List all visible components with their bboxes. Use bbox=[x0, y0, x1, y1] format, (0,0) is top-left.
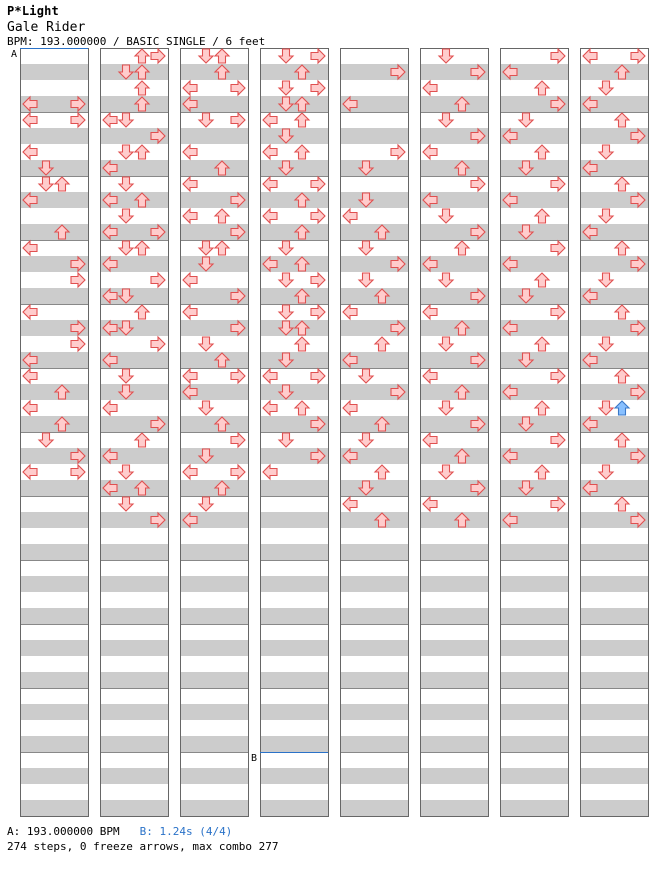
stripe bbox=[20, 704, 88, 720]
left-arrow bbox=[423, 81, 437, 95]
right-arrow bbox=[311, 305, 325, 319]
down-arrow bbox=[599, 273, 613, 287]
left-arrow bbox=[23, 401, 37, 415]
marker-b-label: B bbox=[251, 753, 258, 764]
up-arrow bbox=[535, 273, 549, 287]
stripe bbox=[340, 416, 408, 432]
left-arrow bbox=[263, 145, 277, 159]
stripe bbox=[420, 672, 488, 688]
stripe bbox=[260, 128, 328, 144]
up-arrow bbox=[535, 401, 549, 415]
up-arrow bbox=[135, 433, 149, 447]
stripe bbox=[260, 544, 328, 560]
stripe bbox=[500, 672, 568, 688]
stripe bbox=[580, 736, 648, 752]
stripe bbox=[100, 640, 168, 656]
stripe bbox=[580, 768, 648, 784]
right-arrow bbox=[231, 465, 245, 479]
stripe bbox=[580, 544, 648, 560]
stripe bbox=[420, 96, 488, 112]
down-arrow bbox=[39, 433, 53, 447]
left-arrow bbox=[183, 145, 197, 159]
stripe bbox=[20, 512, 88, 528]
stripe bbox=[20, 128, 88, 144]
stripe bbox=[340, 736, 408, 752]
stripe bbox=[340, 224, 408, 240]
stripe bbox=[100, 800, 168, 816]
down-arrow bbox=[119, 241, 133, 255]
down-arrow bbox=[279, 49, 293, 63]
down-arrow bbox=[39, 177, 53, 191]
stripe bbox=[500, 416, 568, 432]
stripe bbox=[420, 800, 488, 816]
left-arrow bbox=[23, 369, 37, 383]
stripe bbox=[420, 320, 488, 336]
left-arrow bbox=[343, 497, 357, 511]
down-arrow bbox=[599, 145, 613, 159]
stripe bbox=[580, 608, 648, 624]
stripe bbox=[100, 672, 168, 688]
down-arrow bbox=[439, 209, 453, 223]
up-arrow bbox=[615, 497, 629, 511]
stop-legend: B: 1.24s (4/4) bbox=[139, 825, 233, 838]
down-arrow bbox=[119, 497, 133, 511]
stripe bbox=[260, 96, 328, 112]
stripe bbox=[260, 704, 328, 720]
up-arrow bbox=[535, 337, 549, 351]
down-arrow bbox=[439, 49, 453, 63]
left-arrow bbox=[423, 433, 437, 447]
left-arrow bbox=[183, 209, 197, 223]
stripe bbox=[420, 448, 488, 464]
down-arrow bbox=[279, 81, 293, 95]
stripe bbox=[420, 384, 488, 400]
stripe bbox=[180, 544, 248, 560]
stripe bbox=[340, 544, 408, 560]
up-arrow bbox=[615, 433, 629, 447]
stripe bbox=[260, 480, 328, 496]
stripe bbox=[260, 320, 328, 336]
stripe bbox=[260, 800, 328, 816]
down-arrow bbox=[359, 369, 373, 383]
stripe bbox=[580, 640, 648, 656]
left-arrow bbox=[103, 113, 117, 127]
down-arrow bbox=[599, 81, 613, 95]
left-arrow bbox=[583, 49, 597, 63]
stripe bbox=[20, 672, 88, 688]
right-arrow bbox=[551, 177, 565, 191]
stripe bbox=[180, 768, 248, 784]
stripe bbox=[340, 160, 408, 176]
up-arrow bbox=[215, 241, 229, 255]
stripe bbox=[420, 640, 488, 656]
stripe bbox=[580, 704, 648, 720]
up-arrow bbox=[55, 177, 69, 191]
stripe bbox=[180, 128, 248, 144]
stripe bbox=[20, 544, 88, 560]
down-arrow bbox=[439, 465, 453, 479]
down-arrow bbox=[279, 305, 293, 319]
stripe bbox=[500, 608, 568, 624]
up-arrow bbox=[135, 241, 149, 255]
down-arrow bbox=[439, 401, 453, 415]
stripe bbox=[260, 192, 328, 208]
stripe bbox=[580, 64, 648, 80]
left-arrow bbox=[343, 209, 357, 223]
right-arrow bbox=[471, 177, 485, 191]
stripe bbox=[180, 416, 248, 432]
up-arrow bbox=[615, 113, 629, 127]
up-arrow bbox=[135, 305, 149, 319]
right-arrow bbox=[311, 81, 325, 95]
down-arrow bbox=[359, 241, 373, 255]
left-arrow bbox=[23, 145, 37, 159]
stripe bbox=[420, 736, 488, 752]
stripe bbox=[260, 160, 328, 176]
up-arrow bbox=[295, 337, 309, 351]
up-arrow bbox=[615, 241, 629, 255]
stripe bbox=[20, 416, 88, 432]
stripe bbox=[420, 608, 488, 624]
stripe bbox=[260, 672, 328, 688]
stripe bbox=[180, 640, 248, 656]
down-arrow bbox=[119, 113, 133, 127]
chart-info: BPM: 193.000000 / BASIC SINGLE / 6 feet bbox=[7, 35, 266, 48]
stripe bbox=[260, 608, 328, 624]
stripe bbox=[20, 640, 88, 656]
stripe bbox=[180, 256, 248, 272]
stripe bbox=[180, 800, 248, 816]
song-title: Gale Rider bbox=[7, 20, 86, 35]
right-arrow bbox=[311, 49, 325, 63]
down-arrow bbox=[119, 177, 133, 191]
stripe bbox=[100, 96, 168, 112]
stripe bbox=[260, 288, 328, 304]
stripe bbox=[20, 64, 88, 80]
down-arrow bbox=[119, 145, 133, 159]
stripe bbox=[340, 480, 408, 496]
stripe bbox=[100, 544, 168, 560]
right-arrow bbox=[151, 49, 165, 63]
stripe bbox=[420, 544, 488, 560]
stripe bbox=[100, 384, 168, 400]
stripe bbox=[580, 800, 648, 816]
stripe bbox=[260, 352, 328, 368]
down-arrow bbox=[199, 241, 213, 255]
stripe bbox=[500, 288, 568, 304]
left-arrow bbox=[183, 465, 197, 479]
down-arrow bbox=[119, 369, 133, 383]
stripe bbox=[180, 576, 248, 592]
up-arrow bbox=[615, 177, 629, 191]
up-arrow bbox=[295, 145, 309, 159]
stripe bbox=[260, 768, 328, 784]
up-arrow bbox=[615, 369, 629, 383]
up-arrow bbox=[295, 113, 309, 127]
stripe bbox=[500, 800, 568, 816]
stripe bbox=[260, 224, 328, 240]
stripe bbox=[180, 736, 248, 752]
stripe bbox=[340, 800, 408, 816]
stripe bbox=[340, 608, 408, 624]
stripe bbox=[180, 64, 248, 80]
down-arrow bbox=[279, 241, 293, 255]
marker-a-label: A bbox=[11, 49, 18, 60]
up-arrow bbox=[535, 81, 549, 95]
left-arrow bbox=[343, 401, 357, 415]
up-arrow bbox=[375, 337, 389, 351]
down-arrow bbox=[439, 337, 453, 351]
left-arrow bbox=[263, 465, 277, 479]
left-arrow bbox=[343, 305, 357, 319]
artist-name: P*Light bbox=[7, 4, 59, 18]
down-arrow bbox=[359, 433, 373, 447]
stripe bbox=[340, 768, 408, 784]
stripe bbox=[340, 512, 408, 528]
stripe bbox=[420, 704, 488, 720]
down-arrow bbox=[119, 465, 133, 479]
left-arrow bbox=[183, 305, 197, 319]
stripe bbox=[100, 576, 168, 592]
stripe bbox=[340, 704, 408, 720]
stripe bbox=[340, 288, 408, 304]
down-arrow bbox=[199, 337, 213, 351]
left-arrow bbox=[23, 241, 37, 255]
stripe bbox=[20, 736, 88, 752]
right-arrow bbox=[551, 241, 565, 255]
stripe bbox=[20, 288, 88, 304]
right-arrow bbox=[311, 273, 325, 287]
down-arrow bbox=[199, 49, 213, 63]
up-arrow bbox=[615, 305, 629, 319]
stripe bbox=[260, 640, 328, 656]
stripe bbox=[340, 672, 408, 688]
up-arrow bbox=[135, 49, 149, 63]
footer-legend bbox=[7, 825, 232, 838]
left-arrow bbox=[23, 465, 37, 479]
stripe bbox=[420, 160, 488, 176]
down-arrow bbox=[599, 401, 613, 415]
down-arrow bbox=[439, 113, 453, 127]
left-arrow bbox=[263, 369, 277, 383]
left-arrow bbox=[23, 113, 37, 127]
down-arrow bbox=[599, 465, 613, 479]
stripe bbox=[180, 704, 248, 720]
bpm-legend: A: 193.000000 BPM bbox=[7, 825, 120, 838]
stripe bbox=[500, 640, 568, 656]
stripe bbox=[340, 128, 408, 144]
down-arrow bbox=[119, 209, 133, 223]
right-arrow bbox=[311, 177, 325, 191]
stripe bbox=[180, 352, 248, 368]
right-arrow bbox=[71, 465, 85, 479]
stripe bbox=[260, 576, 328, 592]
stripe bbox=[100, 768, 168, 784]
down-arrow bbox=[519, 113, 533, 127]
stripe bbox=[20, 800, 88, 816]
stripe bbox=[180, 160, 248, 176]
up-arrow bbox=[295, 401, 309, 415]
up-arrow bbox=[135, 145, 149, 159]
stripe bbox=[260, 512, 328, 528]
up-arrow bbox=[535, 465, 549, 479]
right-arrow bbox=[551, 433, 565, 447]
stripe bbox=[180, 448, 248, 464]
right-arrow bbox=[551, 49, 565, 63]
stripe bbox=[100, 704, 168, 720]
down-arrow bbox=[199, 401, 213, 415]
up-arrow bbox=[215, 49, 229, 63]
stripe bbox=[500, 480, 568, 496]
stripe bbox=[20, 608, 88, 624]
stripe bbox=[340, 192, 408, 208]
left-arrow bbox=[183, 177, 197, 191]
right-arrow bbox=[551, 369, 565, 383]
up-arrow bbox=[535, 145, 549, 159]
stripe bbox=[100, 608, 168, 624]
stripe bbox=[260, 736, 328, 752]
stripe bbox=[500, 352, 568, 368]
right-arrow bbox=[71, 337, 85, 351]
left-arrow bbox=[263, 401, 277, 415]
left-arrow bbox=[423, 145, 437, 159]
left-arrow bbox=[423, 305, 437, 319]
down-arrow bbox=[199, 113, 213, 127]
stripe bbox=[260, 64, 328, 80]
down-arrow bbox=[359, 273, 373, 287]
up-arrow bbox=[215, 209, 229, 223]
right-arrow bbox=[631, 49, 645, 63]
right-arrow bbox=[551, 497, 565, 511]
right-arrow bbox=[231, 433, 245, 447]
down-arrow bbox=[439, 273, 453, 287]
left-arrow bbox=[263, 177, 277, 191]
up-arrow bbox=[135, 81, 149, 95]
up-arrow bbox=[375, 465, 389, 479]
stripe bbox=[20, 384, 88, 400]
stripe bbox=[500, 160, 568, 176]
right-arrow bbox=[71, 273, 85, 287]
stripe bbox=[500, 544, 568, 560]
left-arrow bbox=[23, 305, 37, 319]
stripe bbox=[180, 608, 248, 624]
stripe bbox=[500, 576, 568, 592]
stripe bbox=[20, 480, 88, 496]
left-arrow bbox=[183, 81, 197, 95]
left-arrow bbox=[423, 497, 437, 511]
stripe bbox=[420, 576, 488, 592]
stripe bbox=[340, 640, 408, 656]
down-arrow bbox=[199, 497, 213, 511]
stripe bbox=[100, 736, 168, 752]
stripe bbox=[580, 672, 648, 688]
stripe bbox=[500, 736, 568, 752]
stripe bbox=[580, 576, 648, 592]
stripe bbox=[20, 224, 88, 240]
down-arrow bbox=[599, 209, 613, 223]
left-arrow bbox=[423, 369, 437, 383]
stripe bbox=[20, 768, 88, 784]
left-arrow bbox=[263, 113, 277, 127]
stripe bbox=[500, 224, 568, 240]
right-arrow bbox=[311, 209, 325, 223]
stripe bbox=[420, 512, 488, 528]
down-arrow bbox=[599, 337, 613, 351]
stripe bbox=[180, 672, 248, 688]
right-arrow bbox=[151, 273, 165, 287]
stripe bbox=[500, 704, 568, 720]
left-arrow bbox=[103, 401, 117, 415]
down-arrow bbox=[279, 273, 293, 287]
right-arrow bbox=[151, 337, 165, 351]
up-arrow bbox=[535, 209, 549, 223]
stripe bbox=[420, 768, 488, 784]
right-arrow bbox=[231, 369, 245, 383]
stripe bbox=[100, 64, 168, 80]
left-arrow bbox=[183, 273, 197, 287]
right-arrow bbox=[231, 81, 245, 95]
right-arrow bbox=[551, 305, 565, 319]
right-arrow bbox=[71, 113, 85, 127]
stripe bbox=[500, 768, 568, 784]
down-arrow bbox=[279, 433, 293, 447]
up-arrow bbox=[455, 241, 469, 255]
right-arrow bbox=[311, 369, 325, 383]
blue-up-arrow bbox=[615, 401, 629, 415]
stripe bbox=[180, 480, 248, 496]
stripe bbox=[260, 384, 328, 400]
left-arrow bbox=[263, 209, 277, 223]
right-arrow bbox=[391, 145, 405, 159]
right-arrow bbox=[231, 113, 245, 127]
step-stats: 274 steps, 0 freeze arrows, max combo 277 bbox=[7, 840, 279, 853]
stripe bbox=[20, 576, 88, 592]
left-arrow bbox=[183, 369, 197, 383]
stripe bbox=[20, 160, 88, 176]
stripe bbox=[340, 576, 408, 592]
